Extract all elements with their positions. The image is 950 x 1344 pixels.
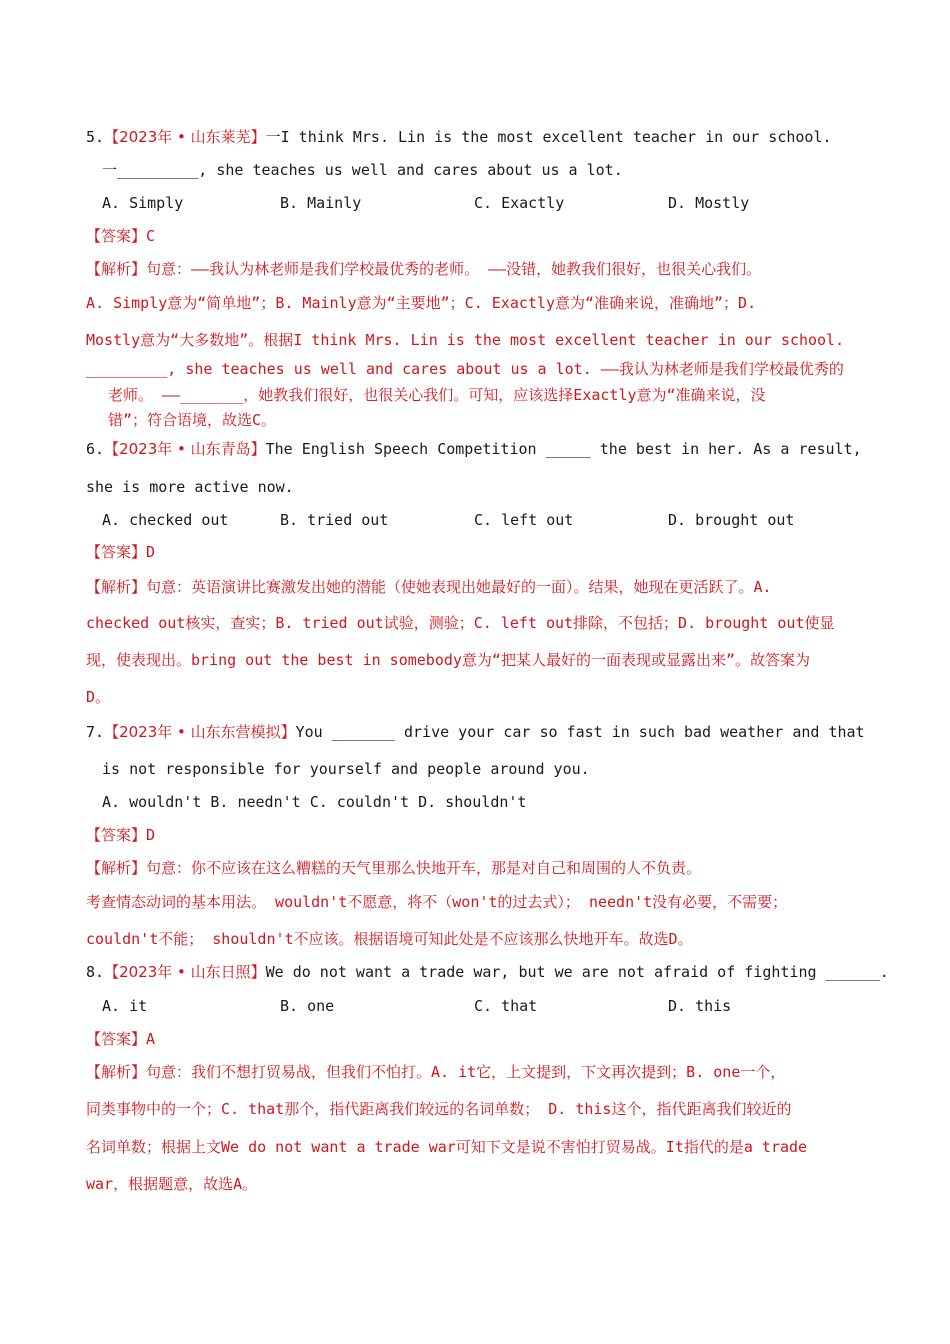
analysis-line: A. Simply意为“简单地”；B. Mainly意为“主要地”；C. Exactly意为“准确来说，准确地”；D. (86, 294, 757, 312)
stem-text: The English Speech Competition _____ the best in her. As a result, (265, 440, 862, 458)
analysis-line (86, 857, 701, 879)
analysis-line: Mostly意为“大多数地”。根据I think Mrs. Lin is the most excellent teacher in our school. (86, 331, 845, 349)
answer-value: D (146, 826, 156, 844)
options-line: A. wouldn't B. needn't C. couldn't D. shouldn't (102, 793, 527, 811)
source-tag: 【2023年 • 山东青岛】 (104, 440, 266, 458)
stem-text: You _______ drive your car so fast in such bad weather and that (295, 723, 865, 741)
analysis-label: 【解析】 (86, 1063, 147, 1081)
analysis-line (86, 1061, 785, 1083)
option-a: A. checked out (102, 511, 229, 529)
answer-line (86, 824, 155, 846)
option-d: D. Mostly (668, 194, 750, 212)
source-tag: 【2023年 • 山东莱芜】 (104, 128, 266, 146)
option-c: C. that (474, 997, 538, 1015)
analysis-line: 错”；符合语境，故选C。 (108, 411, 277, 429)
option-d: D. this (668, 997, 732, 1015)
analysis-line: 同类事物中的一个；C. that那个，指代距离我们较远的名词单数； D. this这个，指代距离我们较近的 (86, 1100, 792, 1118)
question-6-stem (86, 438, 862, 460)
question-8-stem (86, 961, 889, 983)
option-d: D. brought out (668, 511, 795, 529)
answer-label: 【答案】 (86, 543, 147, 561)
option-b: B. Mainly (280, 194, 362, 212)
answer-value: D (146, 543, 156, 561)
question-6-stem-line2: she is more active now. (86, 478, 294, 496)
analysis-line: 现，使表现出。bring out the best in somebody意为“把某人最好的一面表现或显露出来”。故答案为 (86, 651, 810, 669)
analysis-line: D。 (86, 688, 111, 706)
option-a: A. Simply (102, 194, 184, 212)
option-c: C. left out (474, 511, 574, 529)
answer-label: 【答案】 (86, 1030, 147, 1048)
analysis-line: war，根据题意，故选A。 (86, 1175, 258, 1193)
analysis-line: _________, she teaches us well and cares about us a lot. ——我认为林老师是我们学校最优秀的 (86, 360, 844, 378)
analysis-line: 老师。 ——_______，她教我们很好，也很关心我们。可知，应该选择Exactly意为“准确来说，没 (108, 386, 766, 404)
analysis-line (86, 258, 761, 280)
question-number: 8. (86, 963, 105, 981)
analysis-text: 句意：——我认为林老师是我们学校最优秀的老师。 ——没错，她教我们很好，也很关心我们。 (146, 260, 762, 278)
analysis-text: 句意：你不应该在这么糟糕的天气里那么快地开车，那是对自己和周围的人不负责。 (146, 859, 702, 877)
answer-label: 【答案】 (86, 227, 147, 245)
answer-value: A (146, 1030, 156, 1048)
analysis-label: 【解析】 (86, 859, 147, 877)
option-a: A. it (102, 997, 148, 1015)
option-c: C. Exactly (474, 194, 565, 212)
stem-text: 一I think Mrs. Lin is the most excellent teacher in our school. (265, 128, 832, 146)
question-5-stem-line2: 一_________, she teaches us well and cares about us a lot. (102, 161, 623, 179)
question-number: 6. (86, 440, 105, 458)
analysis-text: 句意：英语演讲比赛激发出她的潜能（使她表现出她最好的一面）。结果，她现在更活跃了。A. (146, 578, 772, 596)
analysis-text: 句意：我们不想打贸易战，但我们不怕打。A. it它，上文提到，下文再次提到；B. one一个， (146, 1063, 786, 1081)
analysis-line: checked out核实，查实；B. tried out试验，测验；C. left out排除，不包括；D. brought out使显 (86, 614, 835, 632)
question-5-stem (86, 126, 832, 148)
answer-line (86, 541, 155, 563)
answer-line (86, 1028, 155, 1050)
option-b: B. one (280, 997, 335, 1015)
analysis-line (86, 576, 772, 598)
question-number: 5. (86, 128, 105, 146)
question-7-stem (86, 721, 865, 743)
analysis-line: 考查情态动词的基本用法。 wouldn't不愿意，将不（won't的过去式）； needn't没有必要，不需要； (86, 893, 788, 911)
option-b: B. tried out (280, 511, 389, 529)
answer-label: 【答案】 (86, 826, 147, 844)
stem-text: We do not want a trade war, but we are not afraid of fighting ______. (265, 963, 889, 981)
source-tag: 【2023年 • 山东日照】 (104, 963, 266, 981)
answer-value: C (146, 227, 156, 245)
analysis-line: 名词单数；根据上文We do not want a trade war可知下文是说不害怕打贸易战。It指代的是a trade (86, 1138, 808, 1156)
analysis-label: 【解析】 (86, 260, 147, 278)
question-7-stem-line2: is not responsible for yourself and people around you. (102, 760, 590, 778)
analysis-line: couldn't不能； shouldn't不应该。根据语境可知此处是不应该那么快地开车。故选D。 (86, 930, 693, 948)
source-tag: 【2023年 • 山东东营模拟】 (104, 723, 296, 741)
analysis-label: 【解析】 (86, 578, 147, 596)
question-number: 7. (86, 723, 105, 741)
answer-line (86, 225, 155, 247)
